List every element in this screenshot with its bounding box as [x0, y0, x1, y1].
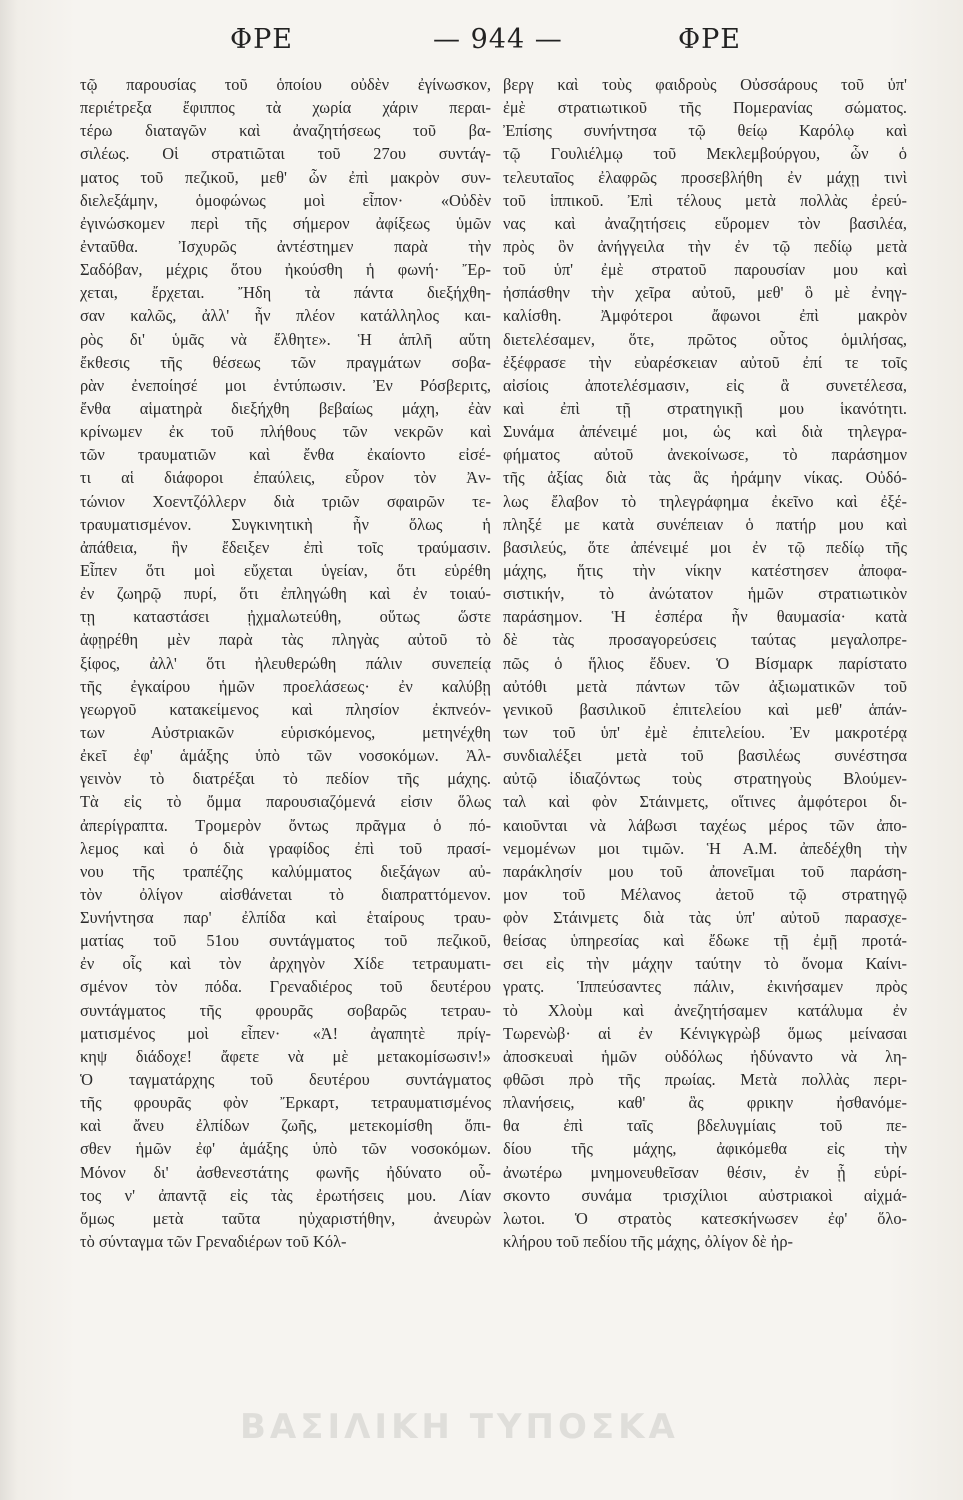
- text-line: των Αὐστριακῶν εὑρισκόμενος, μετηνέχθη: [80, 722, 491, 742]
- text-line: αὐτῷ ἰδιαζόντως τοὺς στρατηγοὺς Βλούμεν-: [503, 769, 907, 789]
- text-line: καὶ ἄνευ ἐλπίδων ζωῆς, μετεκομίσθη ὄπι-: [80, 1116, 491, 1136]
- text-line: συνδιαλέξει μετὰ τοῦ βασιλέως συνέστησα: [503, 746, 907, 766]
- text-line: ματος τοῦ πεζικοῦ, μεθ' ὧν ἐπὶ μακρὸν συν-: [80, 167, 491, 187]
- left-text-column: [80, 73, 491, 1433]
- text-line: ξίφος, ἀλλ' ὅτι ἠλευθερώθη πάλιν συνεπείᾳ: [80, 653, 491, 673]
- text-line: σει εἰς τὴν μάχην ταύτην τὸ ὄνομα Καίνι-: [503, 954, 907, 974]
- text-line: ἀνωτέρω μνημονευθεῖσαν θέσιν, ἐν ᾗ εὑρί-: [503, 1162, 907, 1182]
- text-line: Ὁ ταγματάρχης τοῦ δευτέρου συντάγματος: [80, 1070, 491, 1090]
- text-line: καλίσθη. Ἀμφότεροι ἄφωνοι ἐπὶ μακρὸν: [503, 306, 907, 326]
- text-line: καιοῦνται νὰ λάβωσι ταχέως μέρος τῶν ἀπο-: [503, 815, 907, 835]
- text-line: Εἶπεν ὅτι μοὶ εὔχεται ὑγείαν, ὅτι εὑρέθη: [80, 560, 491, 580]
- text-line: γενικοῦ βασιλικοῦ ἐπιτελείου καὶ μεθ' ἁπάν-: [503, 699, 907, 719]
- text-line: νου τῆς τραπέζης καλύμματος διεξάγων αὐ-: [80, 861, 491, 881]
- text-line: γεωργοῦ κατακείμενος καὶ πλησίον ἐκπνεόν-: [80, 699, 491, 719]
- text-line: Τὰ εἰς τὸ ὄμμα παρουσιαζόμενά εἰσιν ὅλως: [80, 792, 491, 812]
- text-line: τέρω διαταγῶν καὶ ἀναζητήσεως τοῦ βα-: [80, 121, 491, 141]
- text-line: τὸν ὀλίγον αἰσθάνεται τὸ διαπραττόμενον.: [80, 884, 491, 904]
- text-line: σιστικήν, τὸ ἀνώτατον ἡμῶν στρατιωτικὸν: [503, 584, 907, 604]
- text-line: δίου τῆς μάχης, ἀφικόμεθα εἰς τὴν: [503, 1139, 907, 1159]
- text-line: Συνάμα ἀπένειμέ μοι, ὡς καὶ διὰ τηλεγρα-: [503, 422, 907, 442]
- text-line: ἐξέφρασε τὴν εὐαρέσκειαν αὐτοῦ ἐπί τε τοῖς: [503, 352, 907, 372]
- text-line: τελευταῖος ἐλαφρῶς προσεβλήθη ἐν μάχῃ τινὶ: [503, 167, 907, 187]
- text-line: φὸν Στάινμετς διὰ τὰς ὑπ' αὐτοῦ παρασχε-: [503, 908, 907, 928]
- text-line: μον τοῦ Μέλανος ἀετοῦ τῷ στρατηγῷ: [503, 884, 907, 904]
- text-line: ἐκεῖ ἐφ' ἁμάξης ὑπὸ τῶν νοσοκόμων. Ἀλ-: [80, 746, 491, 766]
- text-line: τῃ καταστάσει ᾐχμαλωτεύθη, οὕτως ὥστε: [80, 607, 491, 627]
- text-line: τοῦ ὑπ' ἐμὲ στρατοῦ παρουσίαν μου καὶ: [503, 260, 907, 280]
- text-line: περιέτρεξα ἔφιππος τὰ χωρία χάριν περαι-: [80, 98, 491, 118]
- text-line: τῶν τραυματιῶν καὶ ἔνθα ἐκαίοντο εἰσέ-: [80, 445, 491, 465]
- text-line: πρὸς ὃν ἀνήγγειλα τὴν ἐν τῷ πεδίῳ μετὰ: [503, 236, 907, 256]
- text-line: σκοντο συνάμα τρισχίλιοι αὐστριακοὶ αἰχμά-: [503, 1185, 907, 1205]
- text-line: κηψ διάδοχε! ἄφετε νὰ μὲ μετακομίσωσιν!»: [80, 1046, 491, 1066]
- text-line: μάχης, ἥτις τὴν νίκην κατέστησεν ἀποφα-: [503, 560, 907, 580]
- text-line: Σαδόβαν, μέχρις ὅτου ἠκούσθη ἡ φωνή· Ἔρ-: [80, 260, 491, 280]
- text-line: τῆς ἀξίας διὰ τὰς ἃς ἠράμην νίκας. Οὐδό-: [503, 468, 907, 488]
- text-line: ταλ καὶ φὸν Στάινμετς, οἵτινες ἀμφότεροι δι-: [503, 792, 907, 812]
- text-line: αἰσίοις ἀποτελέσμασιν, εἰς ἃ συνετέλεσα,: [503, 375, 907, 395]
- text-line: συντάγματος τῆς φρουρᾶς σοβαρῶς τετραυ-: [80, 1000, 491, 1020]
- text-line: ἐν οἷς καὶ τὸν ἀρχηγὸν Χίδε τετραυματι-: [80, 954, 491, 974]
- text-line: σμένον τὸν πόδα. Γρεναδιέρος τοῦ δευτέρου: [80, 977, 491, 997]
- text-line: σαν καλῶς, ἀλλ' ἦν πλέον κατάλληλος και-: [80, 306, 491, 326]
- text-line: θα ἐπὶ ταῖς βδελυγμίαις τοῦ πε-: [503, 1116, 907, 1136]
- text-line: ρὰν ἐνεποίησέ μοι ἐντύπωσιν. Ἐν Ρόσβεριτς,: [80, 375, 491, 395]
- text-line: σθεν ἡμῶν ἐφ' ἁμάξης ὑπὸ τῶν νοσοκόμων.: [80, 1139, 491, 1159]
- text-line: θείσας ὑπηρεσίας καὶ ἔδωκε τῇ ἐμῇ προτά-: [503, 931, 907, 951]
- text-line: ὅμως μετὰ ταῦτα ηὐχαριστήθην, ἀνευρὼν: [80, 1208, 491, 1228]
- text-line: βασιλεύς, ὅτε ἀπένειμέ μοι ἐν τῷ πεδίῳ τῆς: [503, 537, 907, 557]
- text-line: κλήρου τοῦ πεδίου τῆς μάχης, ὀλίγον δὲ ἠρ-: [503, 1232, 793, 1252]
- text-line: ἠσπάσθην τὴν χεῖρα αὐτοῦ, μεθ' ὃ μὲ ἐνηγ-: [503, 283, 907, 303]
- text-line: ἀπάθεια, ἣν ἔδειξεν ἐπὶ τοῖς τραύμασιν.: [80, 537, 491, 557]
- text-line: ἀποσκευαὶ ἡμῶν οὐδόλως ἠδύναντο νὰ λη-: [503, 1046, 907, 1066]
- text-line: ἐνταῦθα. Ἰσχυρῶς ἀντέστημεν παρὰ τὴν: [80, 236, 491, 256]
- text-line: πλανήσεις, καθ' ἃς φρικην ἠσθανόμε-: [503, 1093, 907, 1113]
- text-line: τῷ παρουσίας τοῦ ὁποίου οὐδὲν ἐγίνωσκον,: [80, 75, 491, 94]
- text-line: ρὸς δι' ὑμᾶς νὰ ἔλθητε». Ἡ ἁπλῆ αὕτη: [80, 329, 491, 349]
- text-line: καὶ ἐπὶ τῇ στρατηγικῇ μου ἱκανότητι.: [503, 398, 907, 418]
- library-watermark: ΒΑΣΙΛΙΚΗ ΤΥΠΟΣΚΑ: [240, 1407, 679, 1447]
- text-line: ματίας τοῦ 51ου συντάγματος τοῦ πεζικοῦ,: [80, 931, 491, 951]
- text-line: Τωρενὼβ· αἱ ἐν Κένιγκγρὼβ ὅμως μείνασαι: [503, 1023, 907, 1043]
- text-line: πῶς ὁ ἥλιος ἔδυεν. Ὁ Βίσμαρκ παρίστατο: [503, 653, 907, 673]
- text-line: των τοῦ ὑπ' ἐμὲ ἐπιτελείου. Ἐν μακροτέρᾳ: [503, 722, 907, 742]
- page-header: [78, 24, 898, 64]
- page-spine-shadow: [0, 0, 18, 1500]
- text-line: τῆς ἐγκαίρου ἡμῶν προελάσεως· ἐν καλύβῃ: [80, 676, 491, 696]
- text-line: τραυματισμένον. Συγκινητικὴ ἦν ὅλως ἡ: [80, 514, 491, 534]
- text-line: νεμομένων μοι τιμῶν. Ἡ Α.Μ. ἀπεδέχθη τὴν: [503, 838, 907, 858]
- text-line: ματισμένος μοὶ εἶπεν· «Ἀ! ἀγαπητὲ πρίγ-: [80, 1023, 491, 1043]
- text-line: πληξέ με κατὰ συνέπειαν ὁ πατήρ μου καὶ: [503, 514, 907, 534]
- page-number: — 944 —: [433, 24, 563, 55]
- text-line: λεμος καὶ ὁ διὰ γραφίδος ἐπὶ τοῦ πρασί-: [80, 838, 491, 858]
- text-line: αὐτόθι μετὰ πάντων τῶν ἀξιωματικῶν τοῦ: [503, 676, 907, 696]
- text-line: τὸ σύνταγμα τῶν Γρεναδιέρων τοῦ Κόλ-: [80, 1232, 347, 1252]
- text-line: ἀπερίγραπτα. Τρομερὸν ὄντως πρᾶγμα ὁ πό-: [80, 815, 491, 835]
- text-line: βεργ καὶ τοὺς φαιδροὺς Οὐσσάρους τοῦ ὑπ': [503, 75, 907, 94]
- text-line: ἐν ζωηρῷ πυρί, ὅτι ἐπληγώθη καὶ ἐν τοιαύ-: [80, 584, 491, 604]
- text-line: σιλέως. Οἱ στρατιῶται τοῦ 27ου συντάγ-: [80, 144, 491, 164]
- right-text-column: [503, 73, 907, 1433]
- text-line: τῆς φρουρᾶς φὸν Ἔρκαρτ, τετραυματισμένος: [80, 1093, 491, 1113]
- text-line: Συνήντησα παρ' ἐλπίδα καὶ ἑταίρους τραυ-: [80, 908, 491, 928]
- text-line: παράκλησίν μου τοῦ ἀπονεῖμαι τοῦ παράση-: [503, 861, 907, 881]
- text-line: τοῦ ἱππικοῦ. Ἐπὶ τέλους μετὰ πολλὰς ἐρεύ-: [503, 190, 907, 210]
- text-line: τῷ Γουλιέλμῳ τοῦ Μεκλεμβούργου, ὧν ὁ: [503, 144, 907, 164]
- text-line: κρίνωμεν ἐκ τοῦ πλήθους τῶν νεκρῶν καὶ: [80, 422, 491, 442]
- text-line: τι αἱ διάφοροι ἐπαύλεις, εὗρον τὸν Ἀν-: [80, 468, 491, 488]
- header-left-keyword: ΦΡΕ: [230, 24, 294, 55]
- text-line: διετελέσαμεν, ὅτε, πρῶτος οὗτος ὁμιλήσας,: [503, 329, 907, 349]
- text-line: χεται, ἔρχεται. Ἤδη τὰ πάντα διεξήχθη-: [80, 283, 491, 303]
- text-line: τὸ Χλοὺμ καὶ ἀνεζητήσαμεν κατάλυμα ἐν: [503, 1000, 907, 1020]
- text-line: τώνιον Χοεντζόλλερν διὰ τριῶν σφαιρῶν τε-: [80, 491, 491, 511]
- text-line: ἔνθα αἱματηρὰ διεξήχθη βεβαίως μάχη, ἐὰν: [80, 398, 491, 418]
- text-line: ἀφῃρέθη μὲν παρὰ τὰς πληγὰς αὐτοῦ τὸ: [80, 630, 491, 650]
- text-line: ἐγινώσκομεν περὶ τῆς σήμερον ἀφίξεως ὑμῶν: [80, 213, 491, 233]
- text-line: Ἐπίσης συνήντησα τῷ θείῳ Καρόλῳ καὶ: [503, 121, 907, 141]
- text-line: δὲ τὰς προσαγορεύσεις ταύτας μεγαλοπρε-: [503, 630, 907, 650]
- text-line: τος ν' ἀπαντᾷ εἰς τὰς ἐρωτήσεις μου. Λίαν: [80, 1185, 491, 1205]
- text-line: γρατς. Ἱππεύσαντες πάλιν, ἐκινήσαμεν πρὸς: [503, 977, 907, 997]
- text-line: διελεξάμην, ὁμοφώνως μοὶ εἶπον· «Οὐδὲν: [80, 190, 491, 210]
- text-line: νας καὶ ἀναζητήσεις εὕρομεν τὸν βασιλέα,: [503, 213, 907, 233]
- text-line: φήματος αὐτοῦ ἀνεκοίνωσε, τὸ παράσημον: [503, 445, 907, 465]
- text-line: φθῶσι πρὸ τῆς πρωίας. Μετὰ πολλὰς περι-: [503, 1070, 907, 1090]
- header-right-keyword: ΦΡΕ: [678, 24, 742, 55]
- text-line: παράσημον. Ἡ ἑσπέρα ἦν θαυμασία· κατὰ: [503, 607, 907, 627]
- text-line: Μόνον δι' ἀσθενεστάτης φωνῆς ἠδύνατο οὗ-: [80, 1162, 491, 1182]
- text-line: ἐμὲ στρατιωτικοῦ τῆς Πομερανίας σώματος.: [503, 98, 907, 118]
- text-line: γεινὸν τὸ διατρέξαι τὸ πεδίον τῆς μάχης.: [80, 769, 491, 789]
- text-line: ἔκθεσις τῆς θέσεως τῶν πραγμάτων σοβα-: [80, 352, 491, 372]
- text-line: λωτοι. Ὁ στρατὸς κατεσκήνωσεν ἐφ' ὅλο-: [503, 1208, 907, 1228]
- text-line: λως ἔλαβον τὸ τηλεγράφημα ἐκεῖνο καὶ ἐξέ-: [503, 491, 907, 511]
